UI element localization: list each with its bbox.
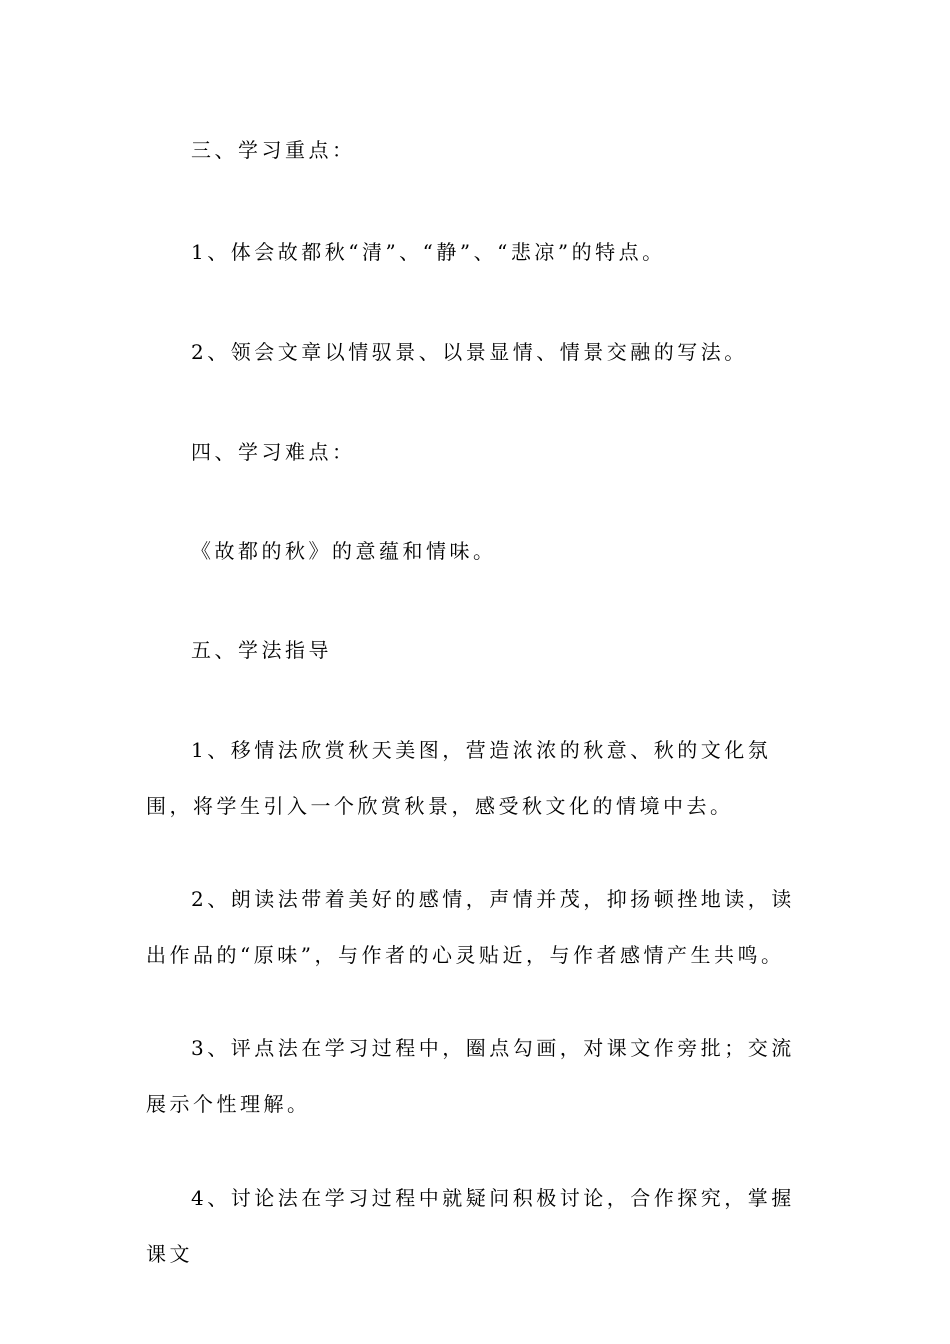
focus-item-1: 1、体会故都秋“清”、“静”、“悲凉”的特点。 [191,240,666,264]
method-item-3: 3、评点法在学习过程中，圈点勾画，对课文作旁批；交流展示个性理解。 [146,1036,795,1116]
difficulty-text: 《故都的秋》的意蕴和情味。 [191,539,497,563]
method-item-1: 1、移情法欣赏秋天美图，营造浓浓的秋意、秋的文化氛围，将学生引入一个欣赏秋景，感受秋文化的情境中去。 [146,738,772,818]
method-item-2: 2、朗读法带着美好的感情，声情并茂，抑扬顿挫地读，读出作品的“原味”，与作者的心灵贴近，与作者感情产生共鸣。 [146,887,795,967]
heading-learning-focus: 三、学习重点： [191,138,356,162]
method-item-4: 4、讨论法在学习过程中就疑问积极讨论，合作探究，掌握课文 [146,1186,795,1266]
heading-learning-difficulty: 四、学习难点： [191,440,356,464]
heading-method-guidance: 五、学法指导 [191,638,332,662]
focus-item-2: 2、领会文章以情驭景、以景显情、情景交融的写法。 [191,340,748,364]
